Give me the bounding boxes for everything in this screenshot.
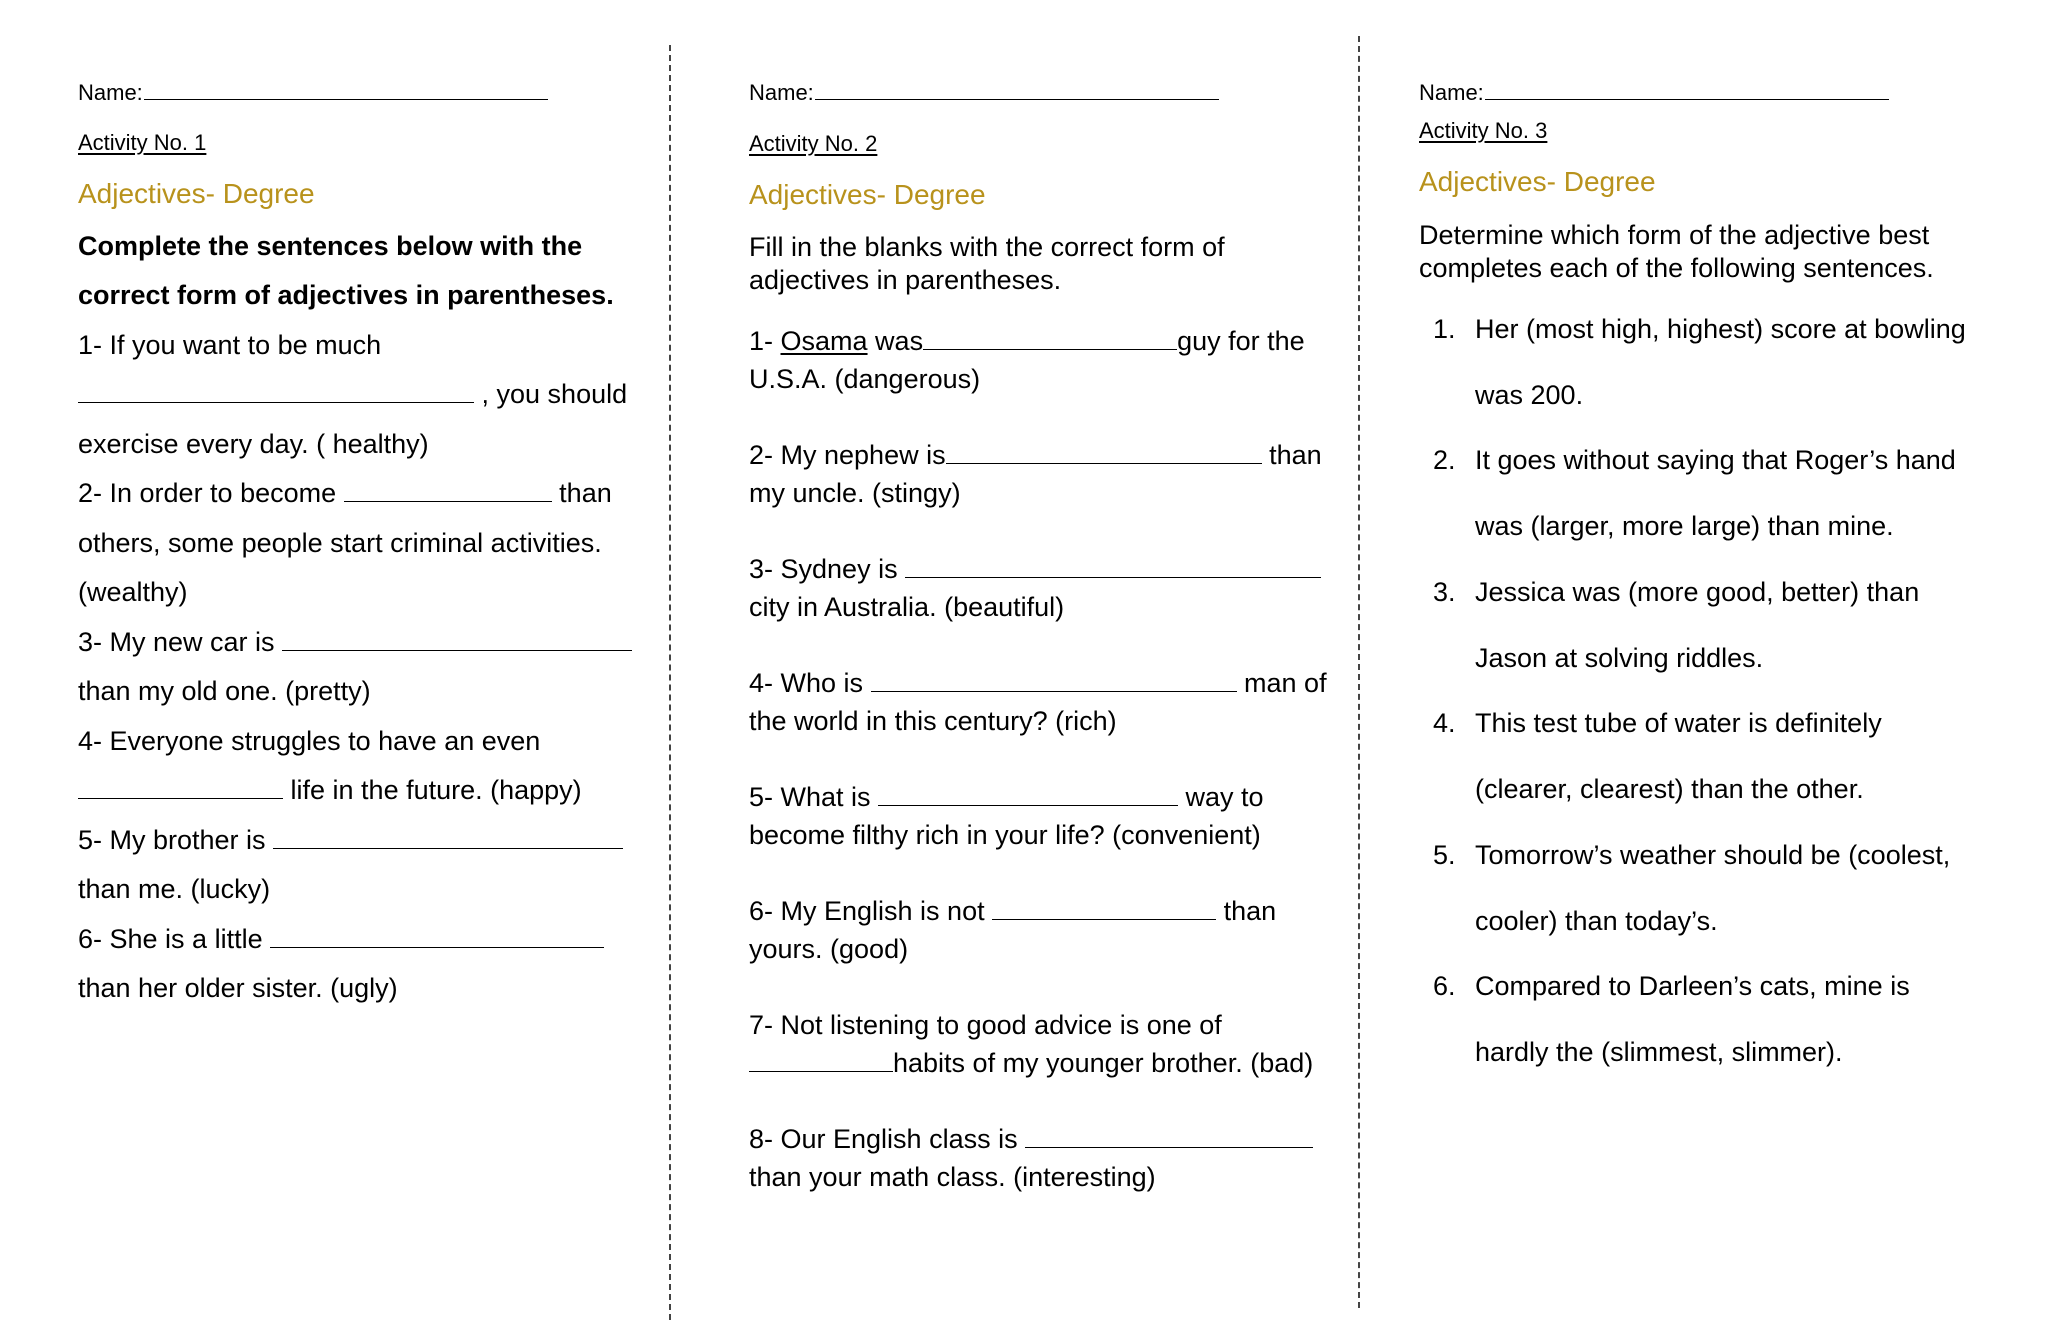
- item-number: 1.: [1433, 314, 1456, 344]
- answer-blank[interactable]: [78, 778, 283, 799]
- item-text: was 200.: [1475, 380, 1584, 410]
- sentence-text: than: [559, 478, 612, 508]
- sentence-4-line-1: 4- Everyone struggles to have an even: [78, 726, 541, 756]
- item-number: 2.: [1433, 445, 1456, 475]
- sentence-5-line-2: than me. (lucky): [78, 874, 271, 904]
- item-2-line-1: [749, 440, 1322, 471]
- instructions-line-1: Determine which form of the adjective best: [1419, 220, 1930, 250]
- sentence-text: 1-: [749, 326, 781, 356]
- sentence-text: man of: [1236, 668, 1327, 698]
- answer-blank[interactable]: [344, 481, 552, 502]
- activity-heading: Activity No. 1: [78, 130, 207, 155]
- sentence-1-line-3: exercise every day. ( healthy): [78, 429, 429, 459]
- item-5-line-2: become filthy rich in your life? (convenient): [749, 820, 1261, 850]
- answer-blank[interactable]: [273, 828, 623, 849]
- item-number: 4.: [1433, 708, 1456, 738]
- sentence-text: , you should: [481, 379, 628, 409]
- item-7-line-2: [749, 1048, 1313, 1079]
- sentence-text: 3- My new car is: [78, 627, 275, 657]
- item-text: It goes without saying that Roger’s hand: [1475, 445, 1956, 475]
- name-field[interactable]: [78, 80, 548, 106]
- sentence-text: 5- My brother is: [78, 825, 266, 855]
- name-blank[interactable]: [815, 81, 1219, 100]
- item-3-line-2: city in Australia. (beautiful): [749, 592, 1065, 622]
- item-text: Compared to Darleen’s cats, mine is: [1475, 971, 1910, 1001]
- sentence-2-line-2: others, some people start criminal activities.: [78, 528, 602, 558]
- sentence-text: habits of my younger brother. (bad): [893, 1048, 1314, 1078]
- item-number: 3.: [1433, 577, 1456, 607]
- sentence-3-line-2: than my old one. (pretty): [78, 676, 371, 706]
- name-blank[interactable]: [144, 81, 548, 100]
- sentence-1-line-2: [78, 379, 627, 410]
- item-1-line-2: U.S.A. (dangerous): [749, 364, 981, 394]
- name-label: Name:: [78, 80, 143, 105]
- item-text: was (larger, more large) than mine.: [1475, 511, 1894, 541]
- item-6-line-1: [749, 896, 1276, 927]
- sentence-2-line-3: (wealthy): [78, 577, 188, 607]
- item-3-line-1: [749, 554, 1321, 585]
- answer-blank[interactable]: [871, 671, 1237, 692]
- instructions-line-1: Fill in the blanks with the correct form of: [749, 232, 1225, 262]
- sentence-text: 3- Sydney is: [749, 554, 906, 584]
- dashed-divider-2: [1358, 36, 1360, 1308]
- answer-blank[interactable]: [1025, 1127, 1313, 1148]
- instructions-line-2: adjectives in parentheses.: [749, 265, 1062, 295]
- sentence-text: 6- My English is not: [749, 896, 993, 926]
- item-4-line-2: the world in this century? (rich): [749, 706, 1117, 736]
- section-subtitle: Adjectives- Degree: [749, 179, 986, 210]
- sentence-text: 2- In order to become: [78, 478, 337, 508]
- item-2-line-2: my uncle. (stingy): [749, 478, 961, 508]
- answer-blank[interactable]: [878, 785, 1178, 806]
- sentence-text: guy for the: [1177, 326, 1305, 356]
- activity-heading: Activity No. 2: [749, 131, 878, 156]
- item-text: This test tube of water is definitely: [1475, 708, 1882, 738]
- item-text: hardly the (slimmest, slimmer).: [1475, 1037, 1843, 1067]
- item-text: Jessica was (more good, better) than: [1475, 577, 1920, 607]
- answer-blank[interactable]: [905, 557, 1321, 578]
- sentence-4-line-2: [78, 775, 582, 806]
- answer-blank[interactable]: [78, 382, 474, 403]
- sentence-1-line-1: 1- If you want to be much: [78, 330, 382, 360]
- item-5-line-1: [749, 782, 1264, 813]
- answer-blank[interactable]: [749, 1051, 893, 1072]
- sentence-text: 4- Who is: [749, 668, 871, 698]
- instructions-line-1: Complete the sentences below with the: [78, 231, 583, 261]
- item-text: Tomorrow’s weather should be (coolest,: [1475, 840, 1951, 870]
- item-number: 6.: [1433, 971, 1456, 1001]
- underlined-name: Osama: [780, 326, 868, 356]
- section-subtitle: Adjectives- Degree: [78, 178, 315, 209]
- item-1-line-1: [749, 326, 1305, 357]
- item-7-line-1: 7- Not listening to good advice is one of: [749, 1010, 1222, 1040]
- answer-blank[interactable]: [923, 329, 1177, 350]
- item-text: Jason at solving riddles.: [1475, 643, 1764, 673]
- name-field[interactable]: [1419, 80, 1889, 106]
- answer-blank[interactable]: [270, 927, 604, 948]
- sentence-text: 5- What is: [749, 782, 879, 812]
- sentence-2-line-1: [78, 478, 612, 509]
- activity-heading: Activity No. 3: [1419, 118, 1548, 143]
- sentence-6-line-2: than her older sister. (ugly): [78, 973, 398, 1003]
- item-4-line-1: [749, 668, 1327, 699]
- instructions-line-2: correct form of adjectives in parentheses.: [78, 280, 614, 310]
- section-subtitle: Adjectives- Degree: [1419, 166, 1656, 197]
- sentence-6-line-1: [78, 924, 604, 955]
- item-number: 5.: [1433, 840, 1456, 870]
- item-text: cooler) than today’s.: [1475, 906, 1718, 936]
- sentence-text: than: [1216, 896, 1277, 926]
- instructions-line-2: completes each of the following sentences.: [1419, 253, 1934, 283]
- item-text: (clearer, clearest) than the other.: [1475, 774, 1864, 804]
- sentence-3-line-1: [78, 627, 632, 658]
- item-8-line-2: than your math class. (interesting): [749, 1162, 1156, 1192]
- sentence-text: 8- Our English class is: [749, 1124, 1026, 1154]
- sentence-text: way to: [1178, 782, 1264, 812]
- name-label: Name:: [1419, 80, 1484, 105]
- name-blank[interactable]: [1485, 81, 1889, 100]
- answer-blank[interactable]: [282, 630, 632, 651]
- answer-blank[interactable]: [946, 443, 1262, 464]
- item-8-line-1: [749, 1124, 1313, 1155]
- sentence-text: 2- My nephew is: [749, 440, 946, 470]
- sentence-text: was: [867, 326, 924, 356]
- name-field[interactable]: [749, 80, 1219, 106]
- sentence-text: life in the future. (happy): [290, 775, 582, 805]
- sentence-text: 6- She is a little: [78, 924, 263, 954]
- answer-blank[interactable]: [992, 899, 1216, 920]
- sentence-text: than: [1261, 440, 1322, 470]
- dashed-divider-1: [669, 45, 671, 1320]
- item-text: Her (most high, highest) score at bowling: [1475, 314, 1966, 344]
- sentence-5-line-1: [78, 825, 623, 856]
- item-6-line-2: yours. (good): [749, 934, 909, 964]
- name-label: Name:: [749, 80, 814, 105]
